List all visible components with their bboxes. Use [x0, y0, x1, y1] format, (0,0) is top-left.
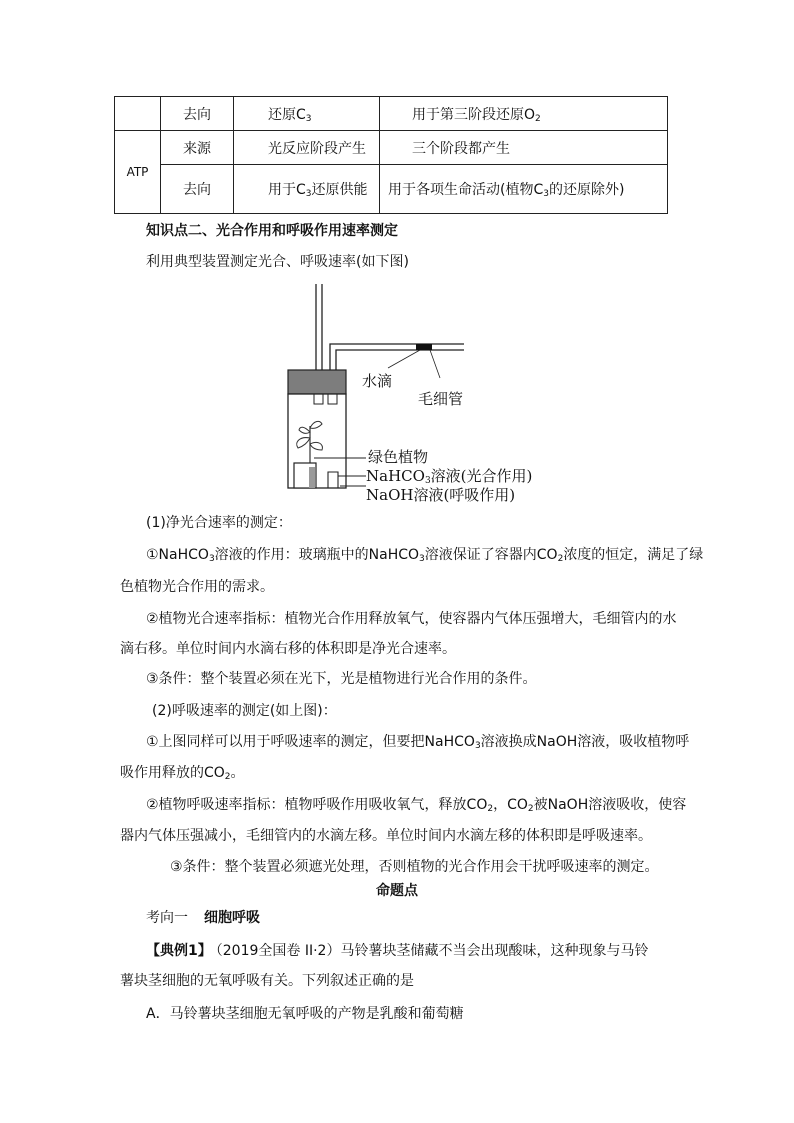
paragraph: ①上图同样可以用于呼吸速率的测定，但要把NaHCO$_3$溶液换成NaOH溶液，吸收植物呼	[146, 734, 690, 751]
label-water-drop: 水滴	[362, 372, 393, 390]
table-cell: 来源	[161, 131, 234, 165]
label-capillary: 毛细管	[418, 390, 464, 408]
subscript: 3	[305, 113, 312, 124]
intro-text: 利用典型装置测定光合、呼吸速率(如下图)	[146, 254, 409, 270]
section-title: 命题点	[376, 883, 418, 899]
atp-table	[114, 96, 668, 214]
example-tag: 【典例1】	[146, 943, 212, 959]
paragraph: 滴右移。单位时间内水滴右移的体积即是净光合速率。	[120, 641, 456, 657]
table-row	[115, 165, 668, 214]
example-line	[146, 940, 648, 960]
table-cell	[380, 165, 668, 214]
subscript: 2	[535, 113, 541, 124]
example-text: （2019全国卷 II·2）马铃薯块茎储藏不当会出现酸味，这种现象与马铃	[215, 943, 649, 959]
cell-text: 还原C	[268, 106, 306, 123]
paragraph: 色植物光合作用的需求。	[120, 579, 274, 595]
solution-fill	[309, 467, 315, 488]
kaoxiang-label: 考向一	[146, 910, 188, 926]
cell-text: 用于各项生命活动(植物C	[388, 182, 544, 198]
table-cell: 去向	[161, 165, 234, 214]
table-row	[115, 131, 668, 165]
paragraph: ②植物呼吸速率指标：植物呼吸作用吸收氧气，释放$CO_2$，$CO_2$被NaOH溶液吸收，使容	[146, 797, 687, 814]
paragraph: ③条件：整个装置必须在光下，光是植物进行光合作用的条件。	[146, 671, 537, 687]
table-cell	[234, 97, 380, 131]
paragraph: ③条件：整个装置必须遮光处理，否则植物的光合作用会干扰呼吸速率的测定。	[170, 859, 659, 875]
leader-line	[388, 350, 420, 368]
cell-text: 用于C	[268, 182, 306, 198]
kaoxiang-topic: 细胞呼吸	[204, 910, 260, 926]
kaoxiang	[146, 907, 260, 927]
paragraph: ②植物光合速率指标：植物光合作用释放氧气，使容器内气体压强增大，毛细管内的水	[146, 611, 677, 627]
part1-title: (1)净光合速率的测定：	[146, 515, 292, 531]
label-plant: 绿色植物	[368, 448, 429, 466]
cell-text: 的还原除外)	[548, 182, 625, 198]
cell-text: 还原供能	[311, 182, 368, 198]
option-a: A．马铃薯块茎细胞无氧呼吸的产物是乳酸和葡萄糖	[146, 1006, 464, 1022]
subscript: 3	[424, 476, 431, 486]
subscript: 3	[305, 189, 312, 199]
section-heading: 知识点二、光合作用和呼吸作用速率测定	[146, 223, 398, 239]
part2-title: (2)呼吸速率的测定(如上图)：	[152, 703, 337, 719]
example-line: 薯块茎细胞的无氧呼吸有关。下列叙述正确的是	[120, 973, 414, 989]
label-naoh: NaOH溶液(呼吸作用)	[366, 486, 516, 504]
capillary-line	[330, 344, 464, 370]
paragraph: ①NaHCO$_3$溶液的作用：玻璃瓶中的NaHCO$_3$溶液保证了容器内$CO_2$浓度的恒定，满足了绿	[146, 547, 704, 564]
table-row	[115, 97, 668, 131]
table-cell: 三个阶段都产生	[380, 131, 668, 165]
table-cell	[234, 165, 380, 214]
subscript: 3	[543, 189, 549, 199]
paragraph: 器内气体压强减小，毛细管内的水滴左移。单位时间内水滴左移的体积即是呼吸速率。	[120, 828, 652, 844]
label-text: 溶液(光合作用)	[430, 467, 533, 485]
table-cell: 光反应阶段产生	[234, 131, 380, 165]
capillary-line	[336, 350, 464, 370]
cell-text: 用于第三阶段还原O	[412, 106, 536, 123]
table-cell: 去向	[161, 97, 234, 131]
leader-line	[430, 350, 440, 378]
stopper	[288, 370, 346, 394]
table-cell	[380, 97, 668, 131]
paragraph: 吸作用释放的$CO_2$。	[120, 765, 245, 782]
table-cell	[115, 97, 161, 131]
label-nahco3	[366, 465, 532, 486]
table-row-label: ATP	[115, 131, 161, 214]
water-drop	[416, 344, 432, 350]
label-text: NaHCO	[366, 467, 425, 485]
